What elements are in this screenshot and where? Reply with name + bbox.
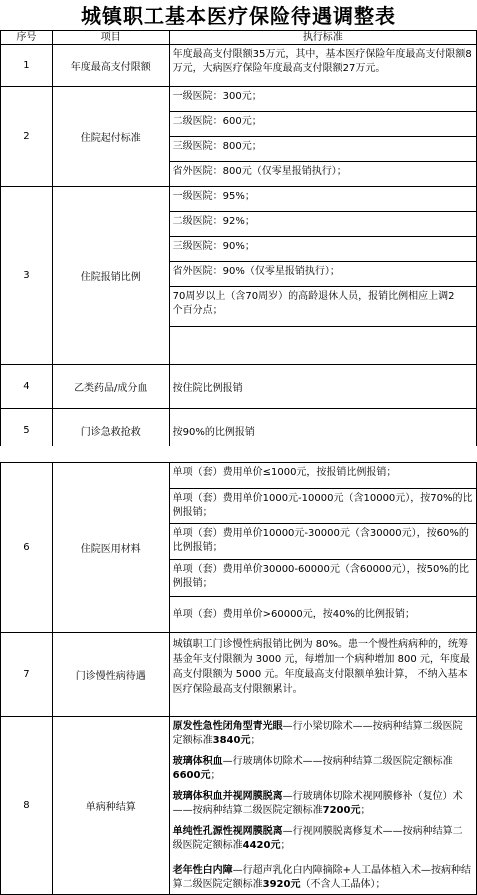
standard-line: 一级医院：300元； (170, 87, 476, 112)
standard-text: 城镇职工门诊慢性病报销比例为 80%。患一个慢性病病种的，统筹基金年支付限额为 3000 元，每增加一个病种增加 800 元，年度最高支付限额为 5000 元。年度最高支付限额单独计算， 不纳入基本医疗保险最高支付限额累计。 (172, 639, 470, 695)
row-item: 乙类药品/成分血 (52, 365, 169, 409)
disease-entry (170, 861, 476, 894)
disease-amount: 3840元 (212, 735, 251, 746)
row-standard: 按90%的比例报销 (169, 409, 476, 453)
row-standard (169, 45, 476, 87)
row-item: 门诊急救抢救 (52, 409, 169, 453)
header-item: 项目 (52, 31, 169, 45)
standard-text: 年度最高支付限额35万元，其中，基本医疗保险年度最高支付限额8万元，大病医疗保险年度最高支付限额27万元。 (172, 49, 472, 74)
row-number: 3 (1, 187, 53, 365)
standard-line: 单项（套）费用单价1000元-10000元（含10000元），按70%的比例报销； (170, 489, 476, 524)
standard-line: 单项（套）费用单价30000-60000元（含60000元），按50%的比例报销； (170, 560, 476, 597)
row-item: 年度最高支付限额 (52, 45, 169, 87)
row-item: 门诊慢性病待遇 (52, 633, 169, 717)
row-standard (169, 187, 476, 365)
disease-amount: 7200元 (322, 805, 361, 816)
table-row (1, 45, 477, 87)
disease-amount: 3920元 (262, 879, 301, 890)
page-title: 城镇职工基本医疗保险待遇调整表 (81, 4, 396, 28)
table-row (1, 633, 477, 717)
row-number: 1 (1, 45, 53, 87)
disease-entry (170, 787, 476, 820)
row-standard (169, 87, 476, 187)
disease-desc: —行玻璃体切除术视网膜修补（复位）术——按病种结算二级医院定额标准 (172, 791, 463, 816)
standard-line: 二级医院：600元； (170, 112, 476, 137)
disease-entry (170, 717, 476, 750)
disease-end: ； (280, 840, 291, 851)
row-number: 5 (1, 409, 53, 453)
row-number: 6 (1, 463, 53, 633)
standard-line: 二级医院：92%； (170, 212, 476, 237)
page-break-gap (0, 446, 477, 462)
row-item: 住院医用材料 (52, 463, 169, 633)
disease-name: 老年性白内障 (172, 865, 233, 876)
row-item: 单病种结算 (52, 717, 169, 895)
disease-name: 单纯性孔源性视网膜脱离 (172, 826, 283, 837)
disease-entry (170, 822, 476, 855)
standard-line: 三级医院：90%； (170, 237, 476, 262)
disease-desc: —行小梁切除术——按病种结算二级医院定额标准 (172, 721, 463, 746)
row-number: 8 (1, 717, 53, 895)
standard-line: 单项（套）费用单价>60000元，按40%的比例报销； (172, 609, 416, 620)
row-item: 住院起付标准 (52, 87, 169, 187)
table-header-row (1, 31, 477, 45)
standard-line: 单项（套）费用单价≤1000元，按报销比例报销； (170, 463, 476, 489)
disease-amount: 6600元 (172, 770, 211, 781)
row-number: 2 (1, 87, 53, 187)
disease-desc: —行玻璃体切除术——按病种结算二级医院定额标准 (222, 756, 453, 767)
row-number: 7 (1, 633, 53, 717)
table-row (1, 717, 477, 895)
standard-line: 70周岁以上（含70周岁）的高龄退休人员，报销比例相应上调2个百分点； (170, 287, 476, 327)
table-row (1, 463, 477, 633)
disease-name: 玻璃体积血 (172, 756, 223, 767)
header-no: 序号 (1, 31, 53, 45)
table-row (1, 187, 477, 365)
row-standard: 按住院比例报销 (169, 365, 476, 409)
standard-line: 一级医院：95%； (170, 187, 476, 212)
row-standard (169, 463, 476, 633)
row-standard (169, 633, 476, 717)
disease-end: ； (210, 770, 221, 781)
standard-line: 单项（套）费用单价10000元-30000元（含30000元），按60%的比例报销； (170, 524, 476, 560)
row-number: 4 (1, 365, 53, 409)
table-row (1, 87, 477, 187)
empty-cell-space (170, 327, 476, 363)
table-row (1, 365, 477, 409)
disease-end: （不含人工晶体）； (300, 879, 386, 890)
disease-name: 玻璃体积血并视网膜脱离 (172, 791, 283, 802)
benefit-table-part1 (0, 30, 477, 453)
standard-line: 省外医院：90%（仅零星报销执行）； (170, 262, 476, 287)
standard-line: 三级医院：800元； (170, 137, 476, 162)
disease-desc: —行超声乳化白内障摘除+人工晶体植入术—按病种结算二级医院定额标准 (172, 865, 471, 890)
row-item: 住院报销比例 (52, 187, 169, 365)
standard-line: 省外医院：800元（仅零星报销执行）； (172, 166, 347, 177)
disease-desc: —行视网膜脱离修复术——按病种结算二级医院定额标准 (172, 826, 463, 851)
row-standard (169, 717, 476, 895)
disease-end: ； (250, 735, 261, 746)
disease-entry (170, 752, 476, 785)
benefit-table-part2 (0, 462, 477, 895)
header-standard: 执行标准 (169, 31, 476, 45)
disease-amount: 4420元 (242, 840, 281, 851)
disease-name: 原发性急性闭角型青光眼 (172, 721, 283, 732)
disease-end: ； (360, 805, 371, 816)
